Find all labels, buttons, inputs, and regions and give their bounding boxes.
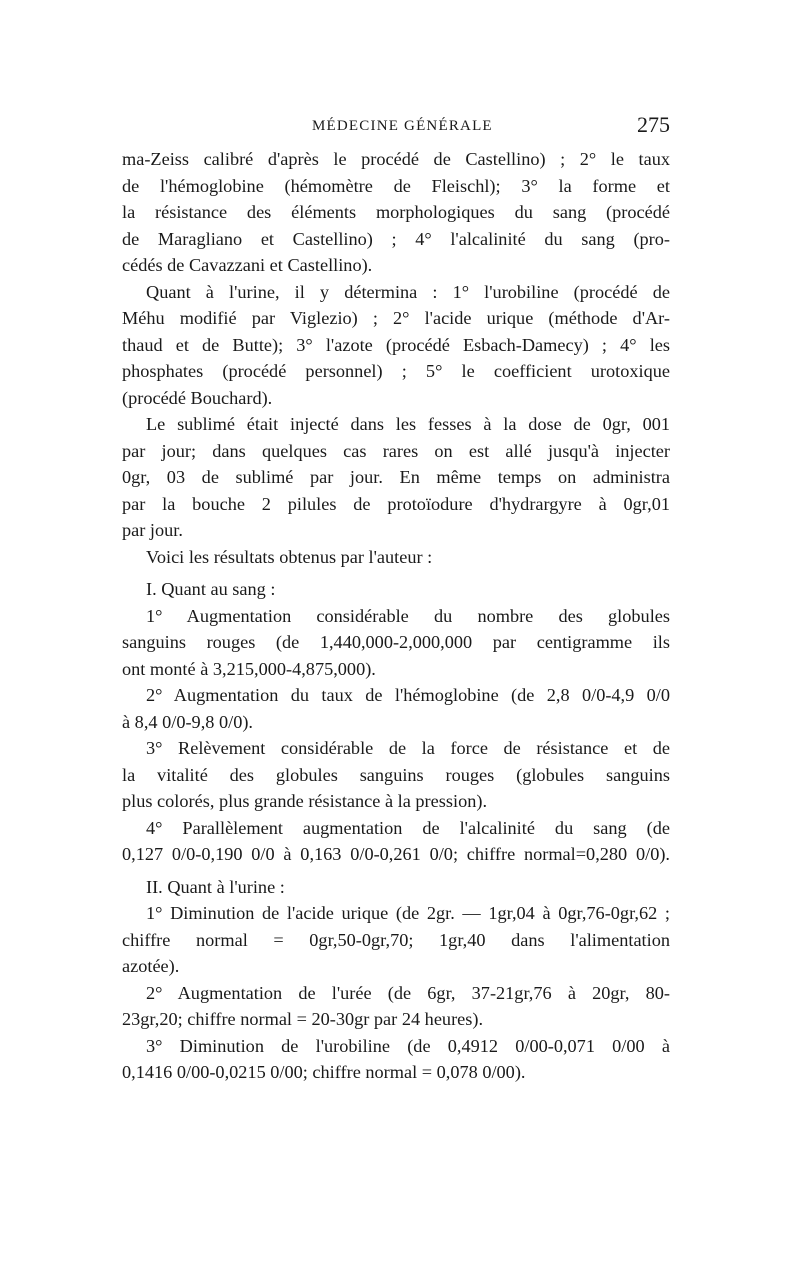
text-line: par la bouche 2 pilules de protoïodure d'hydrargyre à 0gr,01 — [122, 493, 670, 514]
running-title: MÉDECINE GÉNÉRALE — [312, 118, 493, 134]
text-line: à 8,4 0/0-9,8 0/0). — [122, 711, 253, 732]
paragraph — [122, 815, 670, 868]
paragraph — [122, 411, 670, 544]
text-line: ont monté à 3,215,000-4,875,000). — [122, 658, 376, 679]
text-line: phosphates (procédé personnel) ; 5° le coefficient urotoxique — [122, 361, 670, 381]
text-line: 2° Augmentation du taux de l'hémoglobine (de 2,8 0/0-4,9 0/0 — [146, 685, 670, 705]
text-line: (procédé Bouchard). — [122, 387, 273, 408]
text-line: la résistance des éléments morphologiques du sang (procédé — [122, 202, 670, 222]
text-line: Le sublimé était injecté dans les fesses à la dose de 0gr, 001 — [146, 414, 670, 434]
paragraph — [122, 1033, 670, 1086]
text-line: 2° Augmentation de l'urée (de 6gr, 37-21gr,76 à 20gr, 80- — [146, 982, 670, 1003]
text-line: cédés de Cavazzani et Castellino). — [122, 255, 373, 275]
text-line: de Maragliano et Castellino) ; 4° l'alcalinité du sang (pro- — [122, 228, 670, 249]
text-line: 3° Relèvement considérable de la force de résistance et de — [146, 738, 670, 758]
page-body — [122, 146, 670, 1086]
text-line: ma-Zeiss calibré d'après le procédé de Castellino) ; 2° le taux — [122, 149, 670, 169]
paragraph — [122, 735, 670, 815]
section-heading — [122, 874, 670, 901]
paragraph — [122, 900, 670, 980]
text-line: chiffre normal = 0gr,50-0gr,70; 1gr,40 dans l'alimentation — [122, 929, 670, 950]
text-line: sanguins rouges (de 1,440,000-2,000,000 par centigramme ils — [122, 632, 670, 652]
paragraph — [122, 544, 670, 571]
text-line: 0gr, 03 de sublimé par jour. En même temps on administra — [122, 467, 670, 487]
text-line: par jour. — [122, 520, 183, 540]
text-line: Quant à l'urine, il y détermina : 1° l'urobiline (procédé de — [146, 281, 670, 302]
section-heading — [122, 576, 670, 603]
text-line: 1° Augmentation considérable du nombre des globules — [146, 605, 670, 626]
text-line: II. Quant à l'urine : — [146, 876, 285, 897]
text-line: 4° Parallèlement augmentation de l'alcalinité du sang (de — [146, 817, 670, 838]
text-line: thaud et de Butte); 3° l'azote (procédé Esbach-Damecy) ; 4° les — [122, 334, 670, 355]
text-line: plus colorés, plus grande résistance à la pression). — [122, 791, 488, 811]
paragraph — [122, 146, 670, 279]
text-line: I. Quant au sang : — [146, 579, 276, 599]
text-line: azotée). — [122, 956, 180, 976]
text-line: par jour; dans quelques cas rares on est allé jusqu'à injecter — [122, 440, 670, 461]
text-line: 0,1416 0/00-0,0215 0/00; chiffre normal = 0,078 0/00). — [122, 1062, 526, 1082]
running-header — [122, 114, 670, 144]
text-line: 1° Diminution de l'acide urique (de 2gr. — 1gr,04 à 0gr,76-0gr,62 ; — [146, 903, 670, 923]
paragraph — [122, 279, 670, 412]
paragraph — [122, 603, 670, 683]
text-line: Voici les résultats obtenus par l'auteur : — [146, 546, 433, 567]
paragraph — [122, 980, 670, 1033]
text-line: 23gr,20; chiffre normal = 20-30gr par 24 heures). — [122, 1009, 484, 1029]
text-line: Méhu modifié par Viglezio) ; 2° l'acide urique (méthode d'Ar- — [122, 308, 670, 328]
text-line: 0,127 0/0-0,190 0/0 à 0,163 0/0-0,261 0/0; chiffre normal=0,280 0/0). — [122, 844, 670, 864]
text-line: la vitalité des globules sanguins rouges (globules sanguins — [122, 764, 670, 785]
text-line: de l'hémoglobine (hémomètre de Fleischl); 3° la forme et — [122, 175, 670, 196]
paragraph — [122, 682, 670, 735]
text-line: 3° Diminution de l'urobiline (de 0,4912 0/00-0,071 0/00 à — [146, 1035, 670, 1056]
page-number: 275 — [637, 112, 670, 137]
